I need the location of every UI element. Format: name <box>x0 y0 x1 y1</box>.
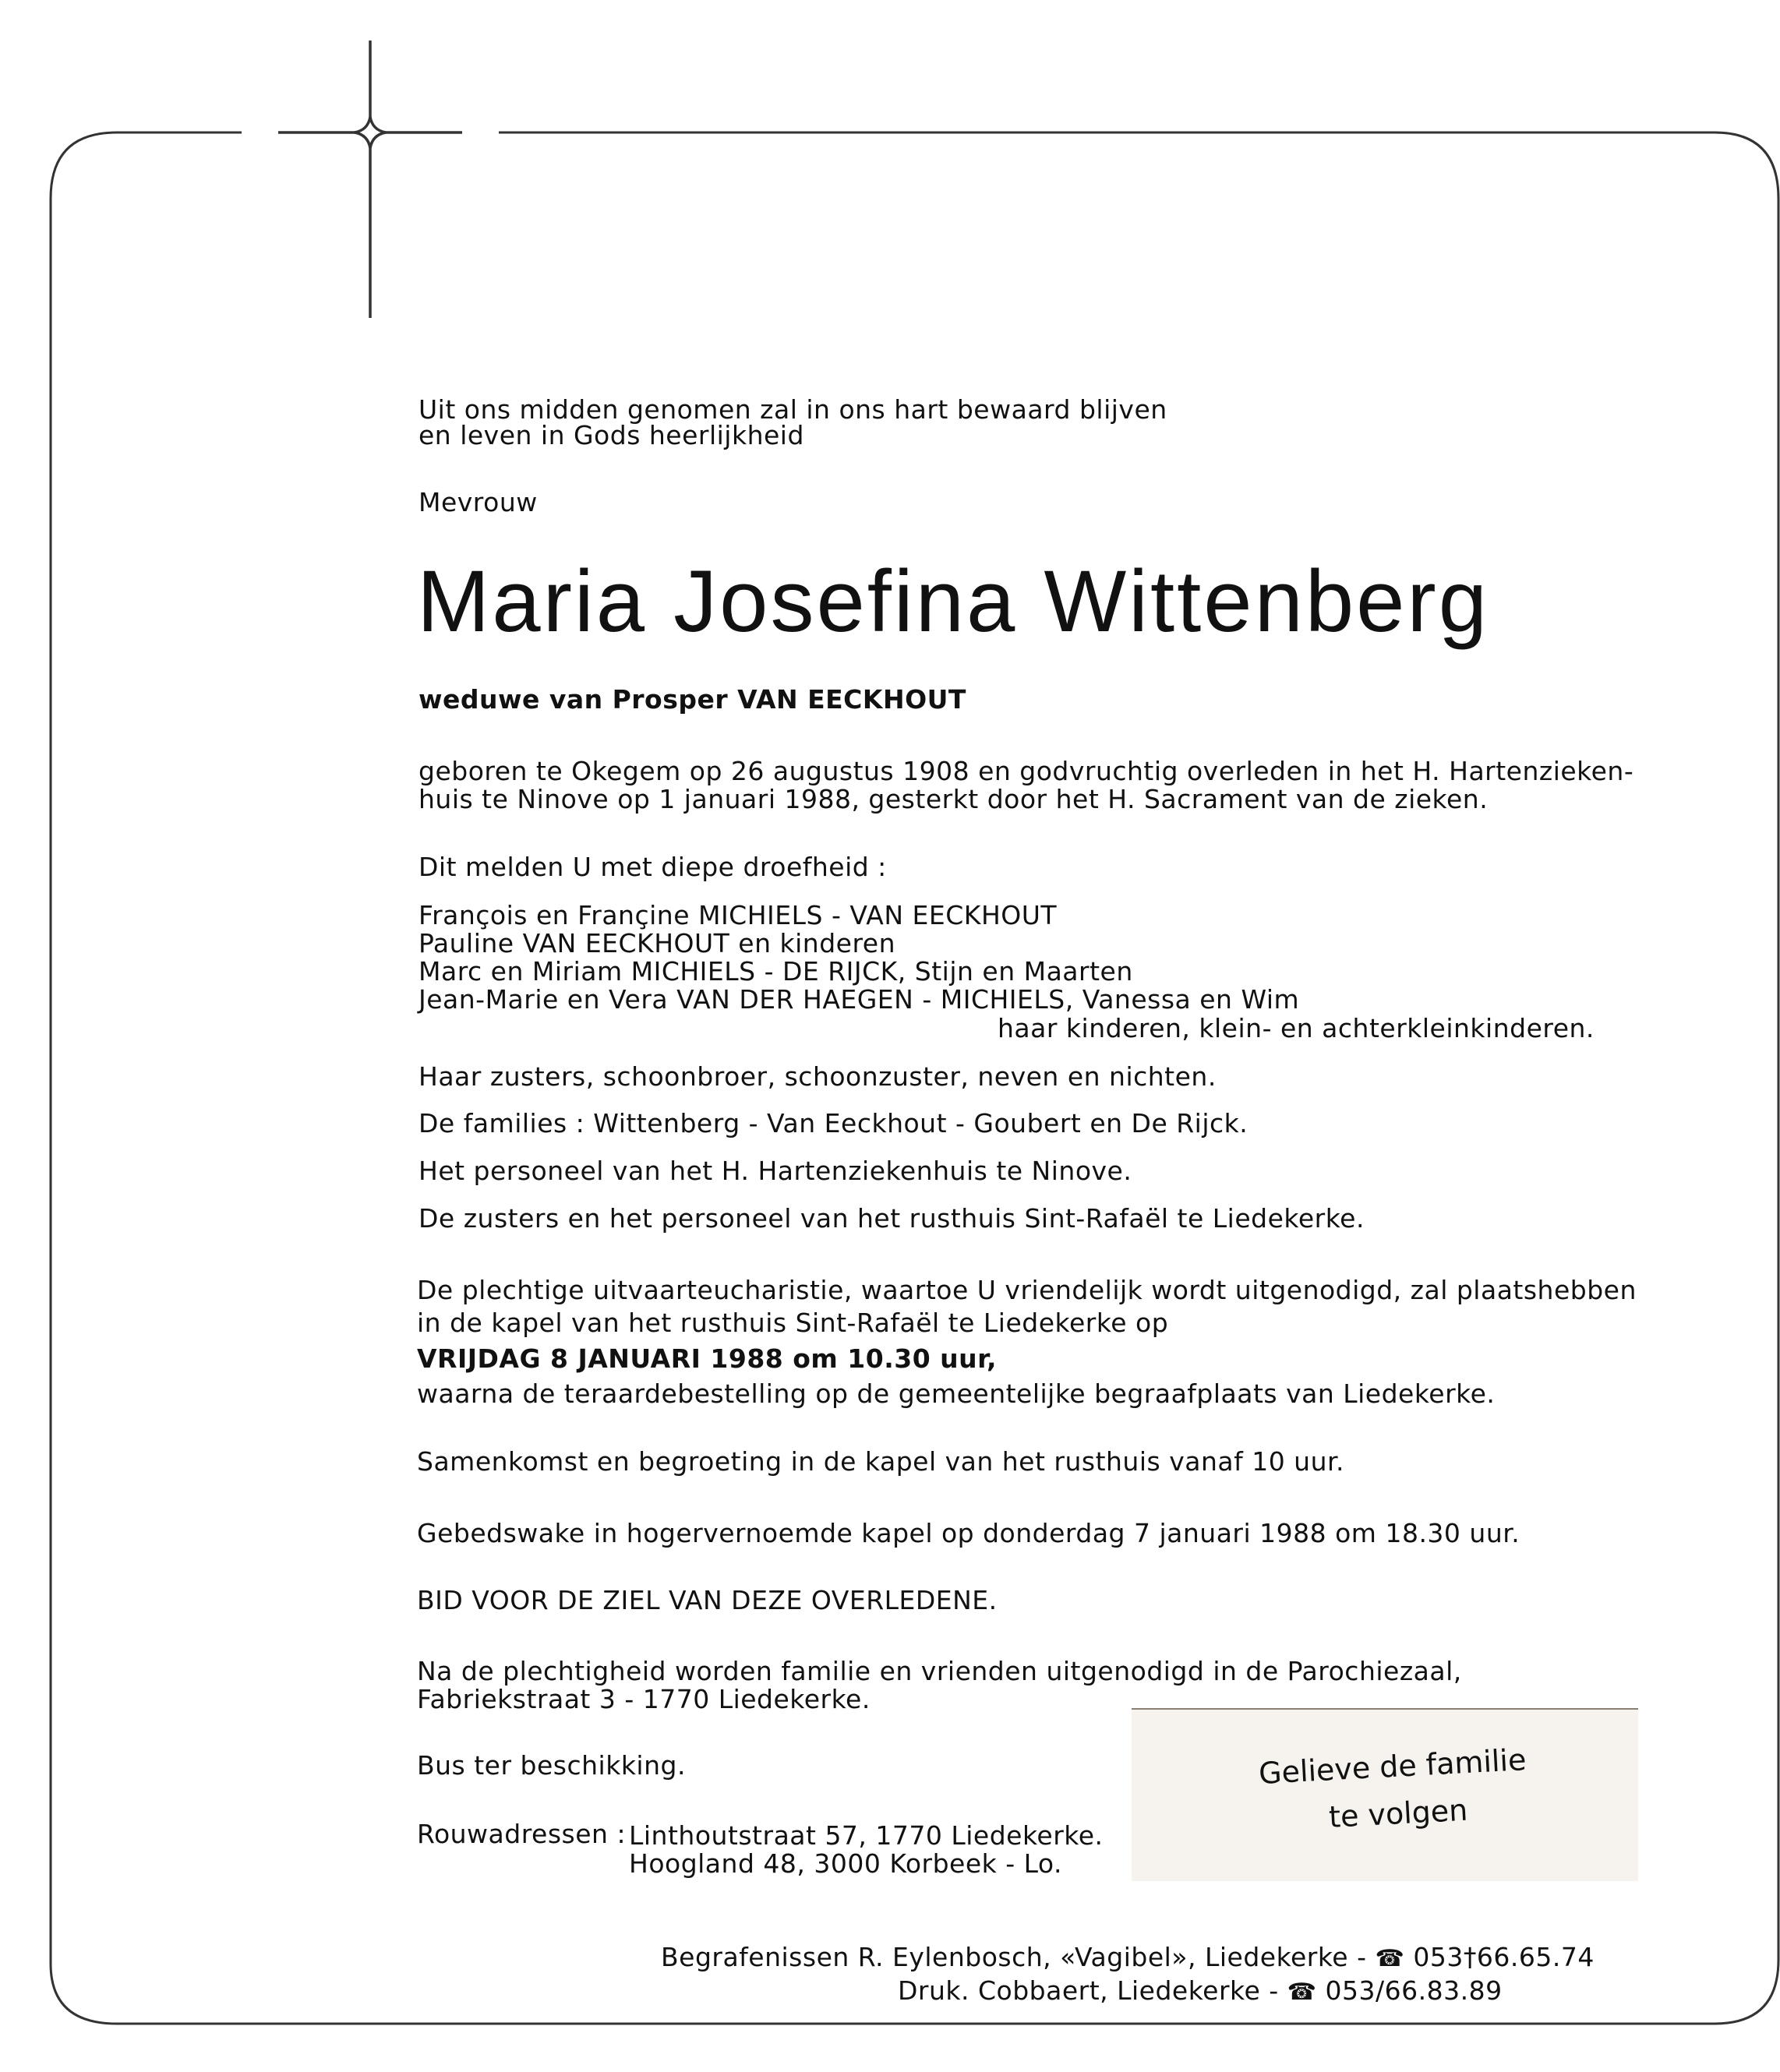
relatives-line: Haar zusters, schoonbroer, schoonzuster, neven en nichten. <box>419 1061 1217 1092</box>
printer-line <box>898 1977 1503 2007</box>
reception-line-1: Na de plechtigheid worden familie en vrienden uitgenodigd in de Parochiezaal, <box>417 1656 1462 1686</box>
cross-icon <box>278 41 462 318</box>
intro-line-1: Uit ons midden genomen zal in ons hart bewaard blijven <box>419 394 1167 425</box>
printer-phone: 053/66.83.89 <box>1325 1975 1503 2006</box>
mourning-address-2: Hoogland 48, 3000 Korbeek - Lo. <box>629 1848 1063 1879</box>
pasted-note <box>1132 1708 1638 1881</box>
family-member: Marc en Miriam MICHIELS - DE RIJCK, Stijn en Maarten <box>419 956 1133 987</box>
gathering: Samenkomst en begroeting in de kapel van het rusthuis vanaf 10 uur. <box>417 1446 1345 1477</box>
mourning-address-1: Linthoutstraat 57, 1770 Liedekerke. <box>629 1820 1104 1851</box>
note-line-2: te volgen <box>1328 1792 1469 1834</box>
birth-death-line-2: huis te Ninove op 1 januari 1988, gesterkt door het H. Sacrament van de zieken. <box>419 784 1489 814</box>
deceased-name: Maria Josefina Wittenberg <box>417 552 1490 650</box>
ceremony-line-4: waarna de teraardebestelling op de gemeentelijke begraafplaats van Liedekerke. <box>417 1378 1496 1409</box>
birth-death-line-1: geboren te Okegem op 26 augustus 1908 en godvruchtig overleden in het H. Hartenzieken- <box>419 756 1634 786</box>
relatives-line: De families : Wittenberg - Van Eeckhout - Goubert en De Rijck. <box>419 1108 1248 1138</box>
undertaker-phone: 053†66.65.74 <box>1413 1942 1595 1972</box>
announcement: Dit melden U met diepe droefheid : <box>419 852 887 882</box>
widow-of: weduwe van Prosper VAN EECKHOUT <box>419 684 966 715</box>
intro-line-2: en leven in Gods heerlijkheid <box>419 420 804 450</box>
vigil: Gebedswake in hogervernoemde kapel op donderdag 7 januari 1988 om 18.30 uur. <box>417 1518 1520 1548</box>
ceremony-line-1: De plechtige uitvaarteucharistie, waartoe U vriendelijk wordt uitgenodigd, zal plaatshebben <box>417 1275 1637 1305</box>
family-summary: haar kinderen, klein- en achterkleinkinderen. <box>998 1013 1595 1043</box>
salutation: Mevrouw <box>419 487 538 517</box>
family-member: Jean-Marie en Vera VAN DER HAEGEN - MICHIELS, Vanessa en Wim <box>419 984 1300 1015</box>
undertaker-line <box>661 1943 1595 1973</box>
ceremony-line-2: in de kapel van het rusthuis Sint-Rafaël te Liedekerke op <box>417 1308 1169 1338</box>
undertaker-text: Begrafenissen R. Eylenbosch, «Vagibel», Liedekerke - <box>661 1942 1367 1972</box>
family-member: Pauline VAN EECKHOUT en kinderen <box>419 928 895 958</box>
printer-text: Druk. Cobbaert, Liedekerke - <box>898 1975 1279 2006</box>
family-member: François en Françine MICHIELS - VAN EECKHOUT <box>419 900 1058 930</box>
mourning-label: Rouwadressen : <box>417 1819 627 1849</box>
bus-notice: Bus ter beschikking. <box>417 1750 686 1781</box>
prayer: BID VOOR DE ZIEL VAN DEZE OVERLEDENE. <box>417 1585 998 1615</box>
note-line-1: Gelieve de familie <box>1258 1742 1527 1791</box>
ceremony-date: VRIJDAG 8 JANUARI 1988 om 10.30 uur, <box>417 1343 998 1374</box>
telephone-icon: ☎ <box>1375 1945 1405 1972</box>
relatives-line: Het personeel van het H. Hartenziekenhuis te Ninove. <box>419 1156 1132 1186</box>
telephone-icon: ☎ <box>1287 1978 1317 2006</box>
relatives-line: De zusters en het personeel van het rusthuis Sint-Rafaël te Liedekerke. <box>419 1203 1365 1234</box>
reception-line-2: Fabriekstraat 3 - 1770 Liedekerke. <box>417 1684 871 1714</box>
